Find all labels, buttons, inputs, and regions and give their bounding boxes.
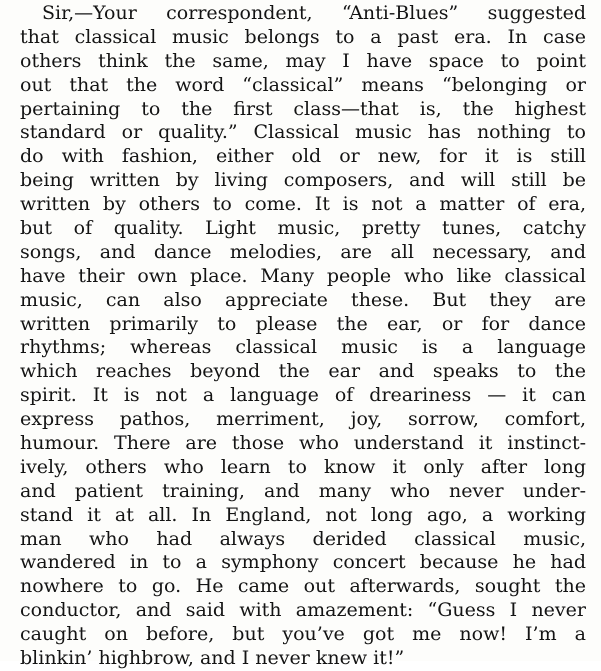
letter-line: have their own place. Many people who like classical bbox=[20, 264, 586, 287]
letter-line: conductor, and said with amazement: “Guess I never bbox=[20, 599, 586, 622]
letter-line: songs, and dance melodies, are all necessary, and bbox=[20, 240, 586, 263]
letter-line: caught on before, but you’ve got me now! I’m a bbox=[20, 623, 586, 646]
letter-line: written by others to come. It is not a matter of era, bbox=[20, 193, 586, 216]
letter-line: others think the same, may I have space to point bbox=[20, 49, 586, 72]
letter-line: written primarily to please the ear, or for dance bbox=[20, 312, 586, 335]
letter-line: pertaining to the first class—that is, the highest bbox=[20, 97, 586, 120]
letter-line: music, can also appreciate these. But they are bbox=[20, 288, 586, 311]
letter-line: humour. There are those who understand it instinct- bbox=[20, 432, 586, 455]
letter-line: being written by living composers, and will still be bbox=[20, 169, 586, 192]
letter-line: ively, others who learn to know it only after long bbox=[20, 455, 586, 478]
letter-line: that classical music belongs to a past era. In case bbox=[20, 25, 586, 48]
letter-line: man who had always derided classical music, bbox=[20, 527, 586, 550]
letter-line: spirit. It is not a language of dreariness — it can bbox=[20, 384, 586, 407]
letter-line: rhythms; whereas classical music is a language bbox=[20, 336, 586, 359]
letter-line: and patient training, and many who never under- bbox=[20, 479, 586, 502]
letter-line: out that the word “classical” means “belonging or bbox=[20, 73, 586, 96]
letter-line: nowhere to go. He came out afterwards, sought the bbox=[20, 575, 586, 598]
letter-line: wandered in to a symphony concert because he had bbox=[20, 551, 586, 574]
letter-line: Sir,—Your correspondent, “Anti-Blues” suggested bbox=[42, 2, 586, 24]
letter-to-editor bbox=[20, 2, 586, 671]
letter-line: but of quality. Light music, pretty tunes, catchy bbox=[20, 217, 586, 240]
letter-line: express pathos, merriment, joy, sorrow, comfort, bbox=[20, 408, 586, 431]
letter-line: standard or quality.” Classical music has nothing to bbox=[20, 121, 586, 144]
letter-line: stand it at all. In England, not long ago, a working bbox=[20, 503, 586, 526]
letter-line: do with fashion, either old or new, for it is still bbox=[20, 145, 586, 168]
letter-line: which reaches beyond the ear and speaks to the bbox=[20, 360, 586, 383]
letter-line: blinkin’ highbrow, and I never knew it!” bbox=[20, 647, 405, 670]
